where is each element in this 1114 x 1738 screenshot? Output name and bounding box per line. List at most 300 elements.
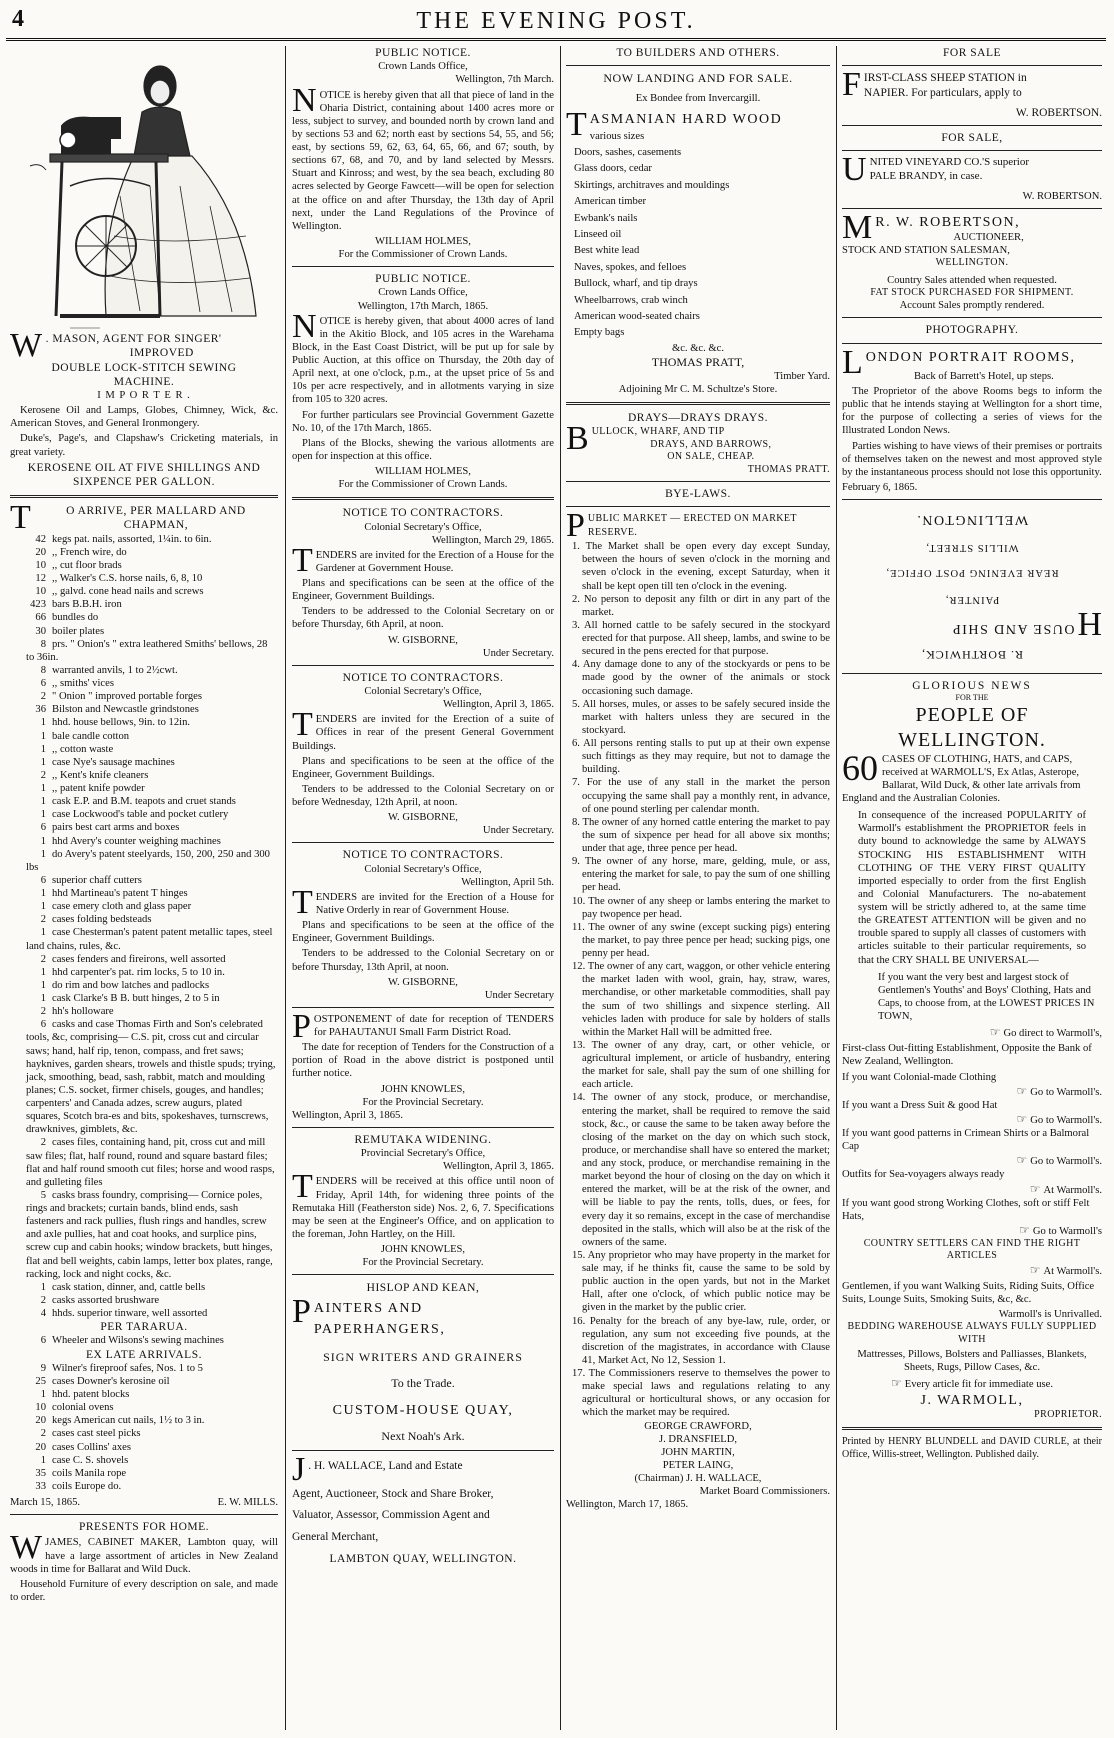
advert-heading: HISLOP AND KEAN, bbox=[366, 1282, 480, 1295]
list-item: PETER LAING, bbox=[662, 1459, 734, 1471]
advert-body-2: Parties wishing to have views of their premises or portraits of themselves taken on the newest and most approved style by the instantaneous process should not lose this opportunity. bbox=[842, 440, 1102, 478]
item-quantity: 2 bbox=[40, 1294, 46, 1306]
builders-list bbox=[574, 129, 830, 342]
item-text: hhd. patent blocks bbox=[52, 1389, 130, 1400]
for-sale-station bbox=[842, 46, 1102, 120]
item-text: boiler plates bbox=[52, 625, 105, 637]
pointing-hand-icon: ☞ bbox=[1029, 1181, 1041, 1196]
list-item: Empty bags bbox=[574, 327, 625, 339]
list-item bbox=[10, 1388, 278, 1401]
notice-signature: W. GISBORNE, bbox=[388, 634, 458, 646]
list-item bbox=[10, 992, 278, 1005]
advert-line: AUCTIONEER, bbox=[953, 231, 1024, 243]
notice-date: Wellington, April 3, 1865. bbox=[443, 1161, 554, 1173]
presents-body: JAMES, CABINET MAKER, Lambton quay, will have a large assortment of articles in New Zealand woods in time for Ballarat and Wild Duck. bbox=[10, 1537, 278, 1575]
item-quantity: 6 bbox=[40, 1335, 46, 1347]
notice-body: OSTPONEMENT of date for reception of TENDERS for PAHAUTANUI Small Farm District Road. bbox=[313, 1013, 554, 1038]
drop-cap: M bbox=[842, 208, 873, 246]
advert-line: NITED VINEYARD CO.'S superior bbox=[869, 156, 1029, 169]
advert-body: CASES OF CLOTHING, HATS, and CAPS, received at WARMOLL'S, Ex Atlas, Asterope, Ballarat, Wild Duck, & other late arrivals from England and the Australian Colonies. bbox=[842, 753, 1081, 805]
notice-body-3: Tenders to be addressed to the Colonial Secretary on or before Wednesday, 12th April, at noon. bbox=[292, 783, 554, 808]
advert-line: WILLIS STREET, bbox=[925, 541, 1019, 553]
notice-body-3: Tenders to be addressed to the Colonial Secretary on or before Thursday, 6th April, at noon. bbox=[292, 606, 554, 631]
item-text: prs. " Onion's " extra leathered Smiths' bellows, 28 to 36in. bbox=[26, 638, 268, 663]
notice-signature-title: For the Commissioner of Crown Lands. bbox=[338, 479, 508, 491]
list-item bbox=[10, 835, 278, 848]
presents-advert bbox=[10, 1520, 278, 1604]
list-item bbox=[10, 638, 278, 664]
advert-line: NOW LANDING AND FOR SALE. bbox=[603, 71, 793, 86]
list-item: 1. The Market shall be open every day except Sunday, between the hours of seven o'clock in the morning and seven o'clock in the evening, except Saturday, when it shall be kept open till ten o'clock in the evening. bbox=[572, 541, 830, 592]
divider bbox=[292, 266, 554, 267]
newspaper-title: THE EVENING POST. bbox=[416, 8, 696, 34]
list-item bbox=[10, 887, 278, 900]
notice-office: Colonial Secretary's Office, bbox=[364, 521, 482, 533]
pointing-hand-icon: ☞ bbox=[1019, 1222, 1030, 1237]
advert-line: FOR THE bbox=[955, 693, 989, 703]
bye-laws bbox=[566, 487, 830, 1512]
remutaka-notice bbox=[292, 1133, 554, 1269]
advert-line: If you want the very best and largest stock of Gentlemen's Youths' and Boys' Clothing, Hats and Caps, to choose from, at the LOWEST PRICES IN TOWN, bbox=[878, 971, 1095, 1023]
item-text: cases cast steel picks bbox=[52, 1428, 141, 1440]
item-quantity: 1 bbox=[40, 783, 46, 794]
advert-line: R. W. ROBERTSON, bbox=[875, 214, 1021, 230]
list-item bbox=[10, 1281, 278, 1294]
advert-line: Gentlemen, if you want Walking Suits, Riding Suits, Office Suits, Lounge Suits, Smoking Suits, &c, &c. bbox=[842, 1281, 1095, 1306]
item-text: pairs best cart arms and boxes bbox=[52, 822, 180, 834]
advert-line: If you want a Dress Suit & good Hat bbox=[842, 1099, 998, 1111]
list-item: Naves, spokes, and felloes bbox=[574, 261, 687, 273]
list-item: 10. The owner of any sheep or lambs entering the market to pay twopence per head. bbox=[572, 895, 830, 920]
item-text: casks brass foundry, comprising— Cornice poles, rings and brackets; curtain bands, blind ends, sash fasteners and rack pullies, flush rings and handles, screw and axle pullies, hat and coat hooks, and surplice pins, screw cup and cabin hooks; window brackets, butt hinges, flat and bell weights, cabin lamps, letter box plates, range, racking, lock and night cocks, &c. bbox=[26, 1189, 273, 1280]
advert-line: At Warmoll's. bbox=[1043, 1184, 1102, 1196]
item-text: do Avery's patent steelyards, 150, 200, 250 and 300 lbs bbox=[26, 848, 270, 873]
advert-heading: GLORIOUS NEWS bbox=[912, 679, 1032, 692]
advert-line: If you want Colonial-made Clothing bbox=[842, 1071, 997, 1083]
item-text: hhd. house bellows, 9in. to 12in. bbox=[52, 717, 191, 729]
notice-signature-title: Under Secretary bbox=[484, 989, 554, 1001]
item-quantity: 10 bbox=[35, 586, 46, 598]
advert-line: If you want good strong Working Clothes, soft or stiff Felt Hats, bbox=[842, 1197, 1090, 1222]
masthead bbox=[6, 4, 1106, 41]
drop-cap: F bbox=[842, 66, 861, 104]
list-item bbox=[10, 1441, 278, 1454]
list-item bbox=[10, 769, 278, 782]
advert-heading: FOR SALE bbox=[943, 47, 1001, 59]
list-item bbox=[10, 1307, 278, 1320]
list-item bbox=[10, 716, 278, 729]
photography-advert bbox=[842, 323, 1102, 494]
item-quantity: 6 bbox=[40, 874, 46, 886]
divider bbox=[10, 495, 278, 498]
advert-line: REAR EVENING POST OFFICE, bbox=[885, 566, 1059, 578]
divider bbox=[292, 497, 554, 500]
pointing-hand-icon: ☞ bbox=[1016, 1111, 1028, 1126]
advert-heading: TO BUILDERS AND OTHERS. bbox=[616, 47, 780, 59]
item-text: case Nye's sausage machines bbox=[52, 756, 175, 768]
notice-signature-title: For the Provincial Secretary. bbox=[362, 1096, 484, 1108]
notice-body-2: Plans and specifications can be seen at the office of the Engineer, Government Buildings. bbox=[292, 578, 554, 603]
list-item bbox=[10, 848, 278, 874]
divider bbox=[292, 1127, 554, 1128]
drop-cap: P bbox=[292, 1292, 311, 1330]
item-quantity: 2 bbox=[40, 769, 46, 781]
notice-date: Wellington, 17th March, 1865. bbox=[357, 300, 489, 312]
divider bbox=[292, 1450, 554, 1451]
item-text: Wheeler and Wilsons's sewing machines bbox=[52, 1335, 224, 1347]
pointing-hand-icon: ☞ bbox=[890, 1376, 902, 1391]
item-quantity: 20 bbox=[35, 1441, 46, 1453]
list-item bbox=[10, 1414, 278, 1427]
advert-line: &c. &c. &c. bbox=[671, 342, 725, 354]
item-text: hhd Martineau's patent T hinges bbox=[52, 888, 188, 899]
divider bbox=[292, 665, 554, 666]
item-text: ,, Kent's knife cleaners bbox=[52, 769, 149, 781]
column-rule bbox=[560, 46, 561, 1730]
list-item bbox=[10, 926, 278, 952]
list-item bbox=[10, 1401, 278, 1414]
mason-title-1: IMPROVED bbox=[129, 347, 194, 360]
drop-cap: W bbox=[10, 1529, 43, 1567]
notice-date: Wellington, April 3, 1865. bbox=[443, 699, 554, 711]
item-quantity: 12 bbox=[35, 573, 46, 584]
item-quantity: 2 bbox=[40, 953, 46, 965]
list-item bbox=[10, 690, 278, 703]
bye-laws-heading: BYE-LAWS. bbox=[665, 487, 731, 500]
importer-heading: I M P O R T E R . bbox=[97, 390, 191, 401]
notice-signature: WILLIAM HOLMES, bbox=[375, 466, 471, 477]
item-text: Wilner's fireproof safes, Nos. 1 to 5 bbox=[52, 1362, 203, 1374]
item-quantity: 25 bbox=[35, 1375, 46, 1387]
notice-body-2: Plans and specifications to be seen at the office of the Engineer, Government Buildings. bbox=[292, 920, 554, 945]
item-text: coils Manila rope bbox=[52, 1467, 127, 1479]
list-item bbox=[10, 625, 278, 638]
item-text: case C. S. shovels bbox=[52, 1454, 129, 1466]
divider bbox=[566, 481, 830, 482]
column-3 bbox=[566, 46, 830, 1730]
advert-line: General Merchant, bbox=[292, 1531, 379, 1544]
item-quantity: 9 bbox=[40, 1362, 46, 1374]
advert-line: At Warmoll's. bbox=[1043, 1265, 1102, 1277]
sewing-woman-engraving-icon bbox=[10, 46, 278, 332]
hislop-kean-advert bbox=[292, 1280, 554, 1444]
newspaper-page bbox=[6, 4, 1106, 1732]
item-quantity: 6 bbox=[40, 1019, 46, 1031]
item-quantity: 5 bbox=[40, 1189, 46, 1201]
drop-cap: N bbox=[292, 307, 317, 345]
list-item bbox=[10, 756, 278, 769]
item-text: casks assorted brushware bbox=[52, 1294, 160, 1306]
drop-cap: H bbox=[1077, 605, 1102, 643]
advert-signature: J. WARMOLL, bbox=[920, 1392, 1024, 1408]
item-text: kegs American cut nails, 1½ to 3 in. bbox=[52, 1415, 205, 1427]
advert-line: To the Trade. bbox=[391, 1375, 455, 1390]
item-text: case emery cloth and glass paper bbox=[52, 901, 192, 913]
item-text: cases folding bedsteads bbox=[52, 914, 152, 926]
notice-office: Provincial Secretary's Office, bbox=[360, 1148, 486, 1160]
list-item: Bullock, wharf, and tip drays bbox=[574, 278, 698, 290]
item-text: ,, patent knife powder bbox=[52, 783, 145, 794]
list-item bbox=[10, 677, 278, 690]
item-text: hhd Avery's counter weighing machines bbox=[52, 835, 221, 847]
column-1 bbox=[10, 46, 278, 1730]
advert-line: Account Sales promptly rendered. bbox=[899, 300, 1045, 312]
list-item: Skirtings, architraves and mouldings bbox=[574, 179, 730, 191]
item-quantity: 35 bbox=[35, 1467, 46, 1479]
bye-laws-date: Wellington, March 17, 1865. bbox=[566, 1499, 689, 1511]
item-quantity: 1 bbox=[40, 1454, 46, 1466]
drop-cap: W bbox=[10, 327, 43, 364]
advert-line: Go to Warmoll's. bbox=[1030, 1086, 1102, 1098]
item-text: ,, galvd. cone head nails and screws bbox=[52, 586, 204, 598]
advert-line: STOCK AND STATION SALESMAN, bbox=[842, 245, 1010, 257]
item-text: ,, cut floor brads bbox=[52, 559, 122, 571]
list-item: 17. The Commissioners reserve to themselves the power to make special laws and regulations relating to any agricultural or horticultural shows, or any occasion for which the market may be required. bbox=[572, 1368, 830, 1419]
list-item: Ewbank's nails bbox=[574, 212, 638, 224]
item-quantity: 1 bbox=[40, 730, 46, 742]
notice-office: Colonial Secretary's Office, bbox=[364, 863, 482, 875]
list-item bbox=[10, 1294, 278, 1307]
advert-signature: THOMAS PRATT, bbox=[651, 355, 745, 370]
drop-cap: B bbox=[566, 420, 589, 458]
item-text: warranted anvils, 1 to 2½cwt. bbox=[52, 664, 178, 676]
drop-cap: L bbox=[842, 343, 863, 381]
pointing-hand-icon: ☞ bbox=[1016, 1153, 1028, 1168]
advert-line: IRST-CLASS SHEEP STATION in bbox=[863, 72, 1027, 85]
divider bbox=[842, 208, 1102, 209]
advert-line: Outfits for Sea-voyagers always ready bbox=[842, 1169, 1005, 1181]
divider bbox=[842, 1427, 1102, 1430]
list-item bbox=[10, 874, 278, 887]
item-text: ,, Walker's C.S. horse nails, 6, 8, 10 bbox=[52, 573, 203, 584]
advert-date: February 6, 1865. bbox=[842, 481, 918, 493]
notice-heading: PUBLIC NOTICE. bbox=[375, 273, 471, 286]
notice-heading: NOTICE TO CONTRACTORS. bbox=[342, 849, 504, 862]
list-item bbox=[10, 546, 278, 559]
advert-line: First-class Out-fitting Establishment, Opposite the Bank of New Zealand, Wellington. bbox=[842, 1043, 1092, 1068]
notice-body-3: Plans of the Blocks, shewing the various allotments are open for inspection at this office. bbox=[292, 437, 554, 462]
item-quantity: 8 bbox=[40, 664, 46, 676]
drop-cap: U bbox=[842, 151, 867, 189]
item-quantity: 2 bbox=[40, 1137, 46, 1149]
notice-office: Crown Lands Office, bbox=[378, 61, 468, 73]
notice-body-2: Plans and specifications to be seen at the office of the Engineer, Government Buildings. bbox=[292, 755, 554, 780]
advert-title: ASMANIAN HARD WOOD bbox=[589, 112, 783, 128]
list-item bbox=[10, 585, 278, 598]
list-item bbox=[10, 559, 278, 572]
notice-body: ENDERS are invited for the Erection of a House for the Gardener at Government House. bbox=[315, 549, 554, 574]
item-quantity: 10 bbox=[35, 1402, 46, 1414]
mason-body-2: Duke's, Page's, and Clapshaw's Cricketing materials, in great variety. bbox=[10, 433, 278, 458]
column-2 bbox=[292, 46, 554, 1730]
list-item: JOHN MARTIN, bbox=[661, 1446, 735, 1458]
item-quantity: 4 bbox=[40, 1308, 46, 1319]
advert-line: WELLINGTON. bbox=[935, 257, 1009, 269]
drop-cap: T bbox=[566, 106, 587, 144]
public-notice-2 bbox=[292, 272, 554, 491]
list-item bbox=[10, 533, 278, 546]
item-quantity: 1 bbox=[40, 927, 46, 939]
warmoll-advert bbox=[842, 679, 1102, 1421]
notice-signature-title: Under Secretary. bbox=[482, 647, 554, 659]
item-quantity: 8 bbox=[40, 638, 46, 650]
list-item: GEORGE CRAWFORD, bbox=[644, 1420, 752, 1432]
list-item bbox=[10, 1375, 278, 1388]
builders-advert bbox=[566, 46, 830, 396]
drop-cap: N bbox=[292, 81, 317, 119]
list-item bbox=[10, 703, 278, 716]
item-text: cask Clarke's B B. butt hinges, 2 to 5 in bbox=[52, 993, 220, 1004]
advert-heading: PHOTOGRAPHY. bbox=[925, 324, 1019, 337]
tararua-heading: PER TARARUA. bbox=[100, 1321, 188, 1334]
arrive-heading: O ARRIVE, PER MALLARD AND CHAPMAN, bbox=[66, 505, 246, 532]
drop-cap: T bbox=[292, 541, 313, 579]
notice-heading: PUBLIC NOTICE. bbox=[375, 47, 471, 59]
list-item bbox=[10, 1334, 278, 1347]
mason-title-3: MACHINE. bbox=[113, 375, 175, 388]
notice-date: Wellington, April 3, 1865. bbox=[292, 1109, 403, 1121]
late-arrivals-list bbox=[10, 1362, 278, 1493]
advert-line: Warmoll's is Unrivalled. bbox=[998, 1309, 1102, 1321]
column-rule bbox=[836, 46, 837, 1730]
pointing-hand-icon: ☞ bbox=[989, 1025, 1001, 1040]
list-item bbox=[10, 913, 278, 926]
item-text: hh's holloware bbox=[52, 1006, 114, 1018]
item-quantity: 1 bbox=[40, 1389, 46, 1400]
notice-body-3: Tenders to be addressed to the Colonial Secretary on or before Thursday, 13th April, at noon. bbox=[292, 948, 554, 973]
mason-advert bbox=[10, 327, 278, 489]
notice-date: Wellington, April 5th. bbox=[461, 876, 554, 888]
notice-body: ENDERS are invited for the Erection of a House for Native Orderly in rear of Government House. bbox=[315, 891, 554, 916]
notice-signature: JOHN KNOWLES, bbox=[380, 1083, 466, 1095]
advert-line: BEDDING WAREHOUSE ALWAYS FULLY SUPPLIED WITH bbox=[847, 1321, 1097, 1345]
drop-cap: P bbox=[566, 507, 585, 545]
item-quantity: 1 bbox=[40, 743, 46, 755]
advert-title: PEOPLE OF WELLINGTON. bbox=[898, 704, 1046, 751]
advert-line: PALE BRANDY, in case. bbox=[869, 169, 983, 182]
drop-cap: P bbox=[292, 1007, 311, 1045]
advert-line: Country Sales attended when requested. bbox=[887, 274, 1057, 286]
advert-line: Adjoining Mr C. M. Schultze's Store. bbox=[618, 384, 778, 396]
divider bbox=[292, 842, 554, 843]
item-text: Bilston and Newcastle grindstones bbox=[52, 704, 199, 716]
divider bbox=[842, 65, 1102, 66]
list-item: 4. Any damage done to any of the stockyards or pens to be made good by the owner of the animals or stock occasioning such damage. bbox=[572, 659, 830, 697]
notice-office: Colonial Secretary's Office, bbox=[364, 686, 482, 697]
drop-cap: T bbox=[292, 883, 313, 921]
item-text: coils Europe do. bbox=[52, 1480, 122, 1492]
item-quantity: 1 bbox=[40, 835, 46, 847]
list-item: 16. Penalty for the breach of any bye-law, rule, order, or regulation, any sum not exceeding five pounds, at the discretion of the magistrates, in accordance with Clause 41, Market Act, No 12, Session 1. bbox=[572, 1315, 830, 1366]
notice-body-2: For further particulars see Provincial Government Gazette No. 10, of the 17th March, 1865. bbox=[292, 409, 554, 434]
advert-signature: THOMAS PRATT. bbox=[747, 463, 830, 475]
list-item: 7. For the use of any stall in the market the person occupying the same shall pay a monthly rent, in advance, of one pound sterling per calendar month. bbox=[572, 777, 830, 815]
notice-signature-title: For the Commissioner of Crown Lands. bbox=[338, 249, 508, 260]
item-quantity: 1 bbox=[40, 979, 46, 991]
column-rule bbox=[285, 46, 286, 1730]
advert-signature-title: Timber Yard. bbox=[774, 370, 830, 382]
advert-signature: W. ROBERTSON. bbox=[1015, 106, 1102, 119]
item-text: hhds. superior tinware, well assorted bbox=[52, 1308, 208, 1319]
notice-signature: W. GISBORNE, bbox=[388, 976, 458, 988]
column-4 bbox=[842, 46, 1102, 1730]
advert-line: Ex Bondee from Invercargill. bbox=[635, 93, 761, 105]
item-text: bars B.B.H. iron bbox=[52, 599, 122, 611]
list-item bbox=[10, 572, 278, 585]
advert-line: COUNTRY SETTLERS CAN FIND THE RIGHT ARTICLES bbox=[863, 1238, 1081, 1262]
bye-laws-signers bbox=[566, 1420, 830, 1486]
advert-line: CUSTOM-HOUSE QUAY, bbox=[332, 1402, 514, 1418]
list-item: American wood-seated chairs bbox=[574, 311, 700, 323]
mason-title-0: . MASON, AGENT FOR SINGER' bbox=[45, 333, 222, 345]
list-item bbox=[10, 1454, 278, 1467]
divider bbox=[842, 317, 1102, 318]
printer-imprint: Printed by HENRY BLUNDELL and DAVID CURLE, at their Office, Willis-street, Wellington. Published daily. bbox=[842, 1436, 1102, 1460]
item-quantity: 6 bbox=[40, 678, 46, 689]
advert-body-2: In consequence of the increased POPULARITY of Warmoll's establishment the PROPRIETOR feels in duty bound to acknowledge the same by ALWAYS STOCKING HIS ESTABLISHMENT WITH CLOTHING OF THE VERY FIRST QUALITY imported especially to order from the first English and Colonial Manufacturers. The no-abatement system will be strictly adhered to, at the same time the GREATEST ATTENTION will be given and no trouble spared to supply all classes of customers with articles suitable to their particular requirements, so that the CRY SHALL BE UNIVERSAL— bbox=[858, 810, 1086, 966]
presents-heading: PRESENTS FOR HOME. bbox=[78, 1521, 210, 1534]
divider bbox=[842, 150, 1102, 151]
advert-line: SIGN WRITERS AND GRAINERS bbox=[323, 1349, 523, 1364]
postponement-notice bbox=[292, 1007, 554, 1122]
bye-laws-commissioners: Market Board Commissioners. bbox=[699, 1486, 830, 1498]
list-item: 15. Any proprietor who may have property in the market for sale may, if he thinks fit, cause the same to be sold by public auction in the open yards, but not in the Market Hall, after one o'clock, of which public notice may be given in the market by the public crier. bbox=[572, 1249, 830, 1314]
advert-line: Back of Barrett's Hotel, up steps. bbox=[913, 370, 1054, 382]
item-text: cases Collins' axes bbox=[52, 1441, 131, 1453]
divider bbox=[842, 673, 1102, 674]
list-item bbox=[10, 1480, 278, 1493]
advert-body: The Proprietor of the above Rooms begs to inform the public that he intends staying at Wellington for a short time, for the purpose of collecting a series of views for the Illustrated London News. bbox=[842, 386, 1102, 437]
item-quantity: 2 bbox=[40, 1428, 46, 1440]
item-text: cases files, containing hand, pit, cross cut and mill saw files; flat, half round, round and square bastard files; flat and half round smooth cut files; horse and wood rasps, and gulleting files bbox=[26, 1137, 275, 1188]
divider bbox=[566, 402, 830, 405]
drop-cap: T bbox=[292, 1168, 313, 1206]
public-notice-1 bbox=[292, 46, 554, 261]
item-quantity: 423 bbox=[30, 599, 46, 611]
arrive-advert bbox=[10, 499, 278, 1509]
notice-signature-title: Under Secretary. bbox=[482, 825, 554, 837]
wallace-advert bbox=[292, 1450, 554, 1571]
list-item bbox=[10, 1189, 278, 1281]
advert-line: Next Noah's Ark. bbox=[381, 1428, 465, 1443]
borthwick-advert-inverted bbox=[842, 505, 1102, 668]
list-item: 11. The owner of any swine (except sucking pigs) entering the market, to pay three pence per head; sucking pigs, one penny per head. bbox=[572, 921, 830, 960]
list-item bbox=[10, 808, 278, 821]
advert-line: ULLOCK, WHARF, AND TIP bbox=[591, 426, 725, 438]
notice-date: Wellington, 7th March. bbox=[455, 74, 554, 86]
sewing-machine-illustration bbox=[10, 46, 278, 332]
notice-signature: WILLIAM HOLMES, bbox=[375, 235, 471, 247]
item-text: cases Downer's kerosine oil bbox=[52, 1375, 170, 1387]
list-item bbox=[10, 743, 278, 756]
divider bbox=[842, 343, 1102, 344]
notice-body: OTICE is hereby given that all that piece of land in the Oharia District, containing about 1400 acres more or less, subject to survey, and bounded north by crown land and by sections 53 and 62; north east by sections 54, 55, and 56; east, by sections 59, 62, 63, 64, 65, 66, and 67; south, by sections 67, 68, and 70, and by land selected by Messrs. Stuart and Kinross; and west, by the sea beach, excluding 80 acres selected by George Fawcett—will be open for selection at the office on and after Thursday, the 13th day of April next, under the Land Regulations of the Province of Wellington. bbox=[292, 89, 554, 232]
item-quantity: 1 bbox=[40, 796, 46, 808]
item-quantity: 1 bbox=[40, 717, 46, 729]
list-item bbox=[10, 966, 278, 979]
notice-office: Crown Lands Office, bbox=[378, 287, 468, 299]
divider bbox=[566, 65, 830, 66]
item-quantity: 1 bbox=[40, 966, 46, 978]
item-quantity: 10 bbox=[35, 559, 46, 571]
item-quantity: 1 bbox=[40, 1281, 46, 1293]
list-item bbox=[10, 1005, 278, 1018]
item-text: cases fenders and fireirons, well assorted bbox=[52, 953, 226, 965]
advert-line: Go to Warmoll's. bbox=[1030, 1114, 1102, 1126]
advert-line: . H. WALLACE, Land and Estate bbox=[308, 1459, 463, 1472]
item-text: ,, French wire, do bbox=[52, 546, 127, 558]
advert-line: Go to Warmoll's. bbox=[1030, 1156, 1102, 1168]
